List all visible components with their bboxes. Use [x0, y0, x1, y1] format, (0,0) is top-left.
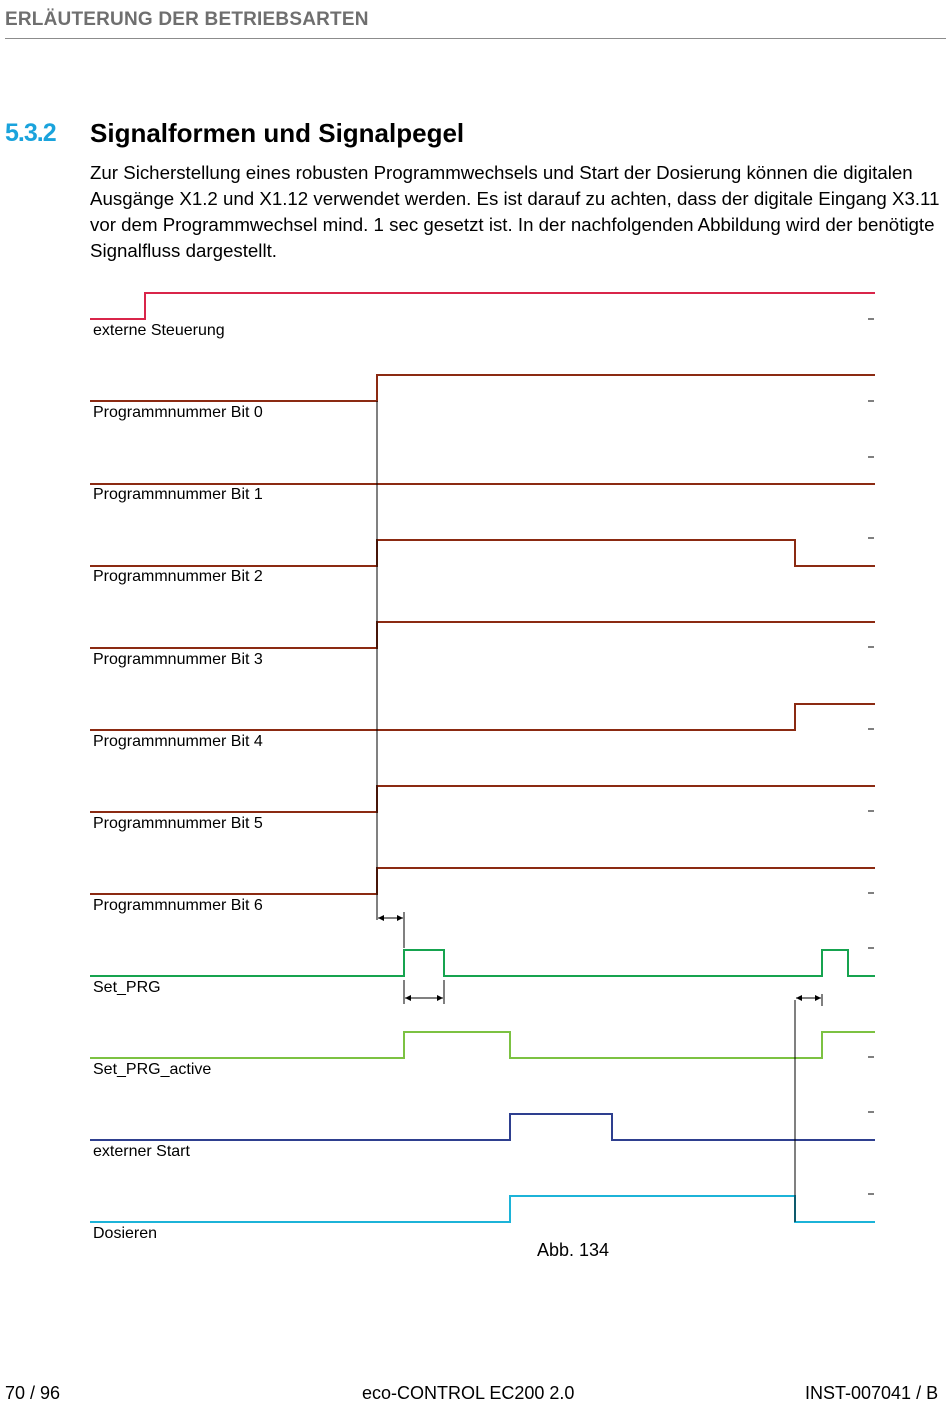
figure-caption: Abb. 134 — [537, 1240, 610, 1260]
trace-externe-steuerung — [90, 293, 875, 319]
signal-label-bit-3: Programmnummer Bit 3 — [93, 651, 263, 668]
trace-externer-start — [90, 1114, 875, 1140]
signal-label-bit-1: Programmnummer Bit 1 — [93, 486, 263, 503]
trace-set-prg-active — [90, 1032, 875, 1058]
signal-label-set-prg-active: Set_PRG_active — [93, 1061, 212, 1078]
signal-label-bit-5: Programmnummer Bit 5 — [93, 815, 263, 832]
arrowhead — [405, 995, 411, 1001]
arrowhead — [815, 995, 821, 1001]
signal-label-bit-4: Programmnummer Bit 4 — [93, 733, 263, 750]
arrowhead — [397, 915, 403, 921]
trace-bit-2 — [90, 540, 875, 566]
signal-label-bit-6: Programmnummer Bit 6 — [93, 897, 263, 914]
footer-document-id: INST-007041 / B — [805, 1383, 939, 1403]
arrowhead — [378, 915, 384, 921]
signal-label-dosieren: Dosieren — [93, 1225, 158, 1242]
trace-bit-6 — [90, 868, 875, 894]
footer-product-name: eco-CONTROL EC200 2.0 — [362, 1383, 575, 1403]
page-header-title: ERLÄUTERUNG DER BETRIEBSARTEN — [5, 9, 369, 30]
trace-set-prg — [90, 950, 875, 976]
trace-bit-4 — [90, 704, 875, 730]
section-number: 5.3.2 — [5, 119, 56, 147]
signal-label-externer-start: externer Start — [93, 1143, 190, 1160]
trace-bit-3 — [90, 622, 875, 648]
trace-bit-0 — [90, 375, 875, 401]
arrowhead — [437, 995, 443, 1001]
signal-label-bit-2: Programmnummer Bit 2 — [93, 568, 263, 585]
signal-label-bit-0: Programmnummer Bit 0 — [93, 404, 263, 421]
section-title: Signalformen und Signalpegel — [90, 118, 465, 148]
signal-label-set-prg: Set_PRG — [93, 979, 161, 996]
intro-paragraph: Zur Sicherstellung eines robusten Programmwechsels und Start der Dosierung können die digitalen Ausgänge X1.2 und X1.12 verwendet werden. Es ist darauf zu achten, dass der digitale Eingang X3.11 vor dem Programmwechsel mind. 1 sec gesetzt ist. In der nachfolgenden Abbildung wird der benötigte Signalfluss dargestellt. — [90, 162, 940, 261]
signal-label-externe-steuerung: externe Steuerung — [93, 322, 225, 339]
footer-page-number: 70 / 96 — [5, 1383, 61, 1403]
trace-dosieren — [90, 1196, 875, 1222]
trace-bit-5 — [90, 786, 875, 812]
arrowhead — [796, 995, 802, 1001]
